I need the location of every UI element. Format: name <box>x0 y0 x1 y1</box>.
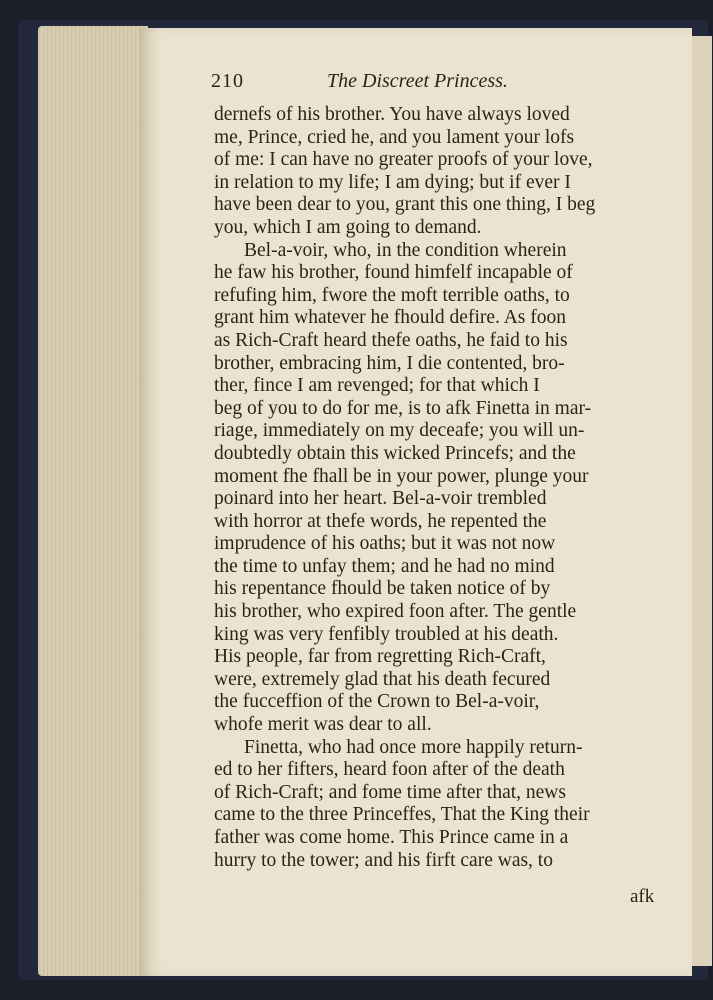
text-line: poinard into her heart. Bel-a-voir trembled <box>214 488 547 510</box>
text-line: Finetta, who had once more happily return- <box>244 736 583 758</box>
running-header <box>211 70 661 100</box>
text-line: the fucceffion of the Crown to Bel-a-voir, <box>214 691 540 713</box>
page-edges <box>38 26 148 976</box>
facing-page-edge <box>692 36 712 966</box>
text-line: moment fhe fhall be in your power, plunge your <box>214 465 589 487</box>
text-line: beg of you to do for me, is to afk Finetta in mar- <box>214 397 592 419</box>
text-line: His people, far from regretting Rich-Craft, <box>214 646 546 668</box>
text-line: of me: I can have no greater proofs of your love, <box>214 149 593 171</box>
text-line: father was come home. This Prince came in a <box>214 827 569 848</box>
text-line: ther, fince I am revenged; for that which I <box>214 375 540 397</box>
text-line: the time to unfay them; and he had no mind <box>214 555 555 577</box>
text-line: riage, immediately on my deceafe; you will un- <box>214 420 585 442</box>
text-line: in relation to my life; I am dying; but if ever I <box>214 171 571 193</box>
text-line: his brother, who expired foon after. The gentle <box>214 601 577 623</box>
text-line: whofe merit was dear to all. <box>214 714 432 736</box>
text-line: brother, embracing him, I die contented, bro- <box>214 352 565 374</box>
text-line: hurry to the tower; and his firft care was, to <box>214 849 553 871</box>
text-line: of Rich-Craft; and fome time after that, news <box>214 781 566 803</box>
text-line: have been dear to you, grant this one thing, I beg <box>214 194 596 216</box>
text-line: with horror at thefe words, he repented the <box>214 510 547 532</box>
text-line: he faw his brother, found himfelf incapable of <box>214 262 573 284</box>
text-line: dernefs of his brother. You have always loved <box>214 104 570 125</box>
body-text <box>214 104 660 872</box>
text-line: his repentance fhould be taken notice of by <box>214 578 551 600</box>
text-line: imprudence of his oaths; but it was not now <box>214 533 556 555</box>
text-line: came to the three Princeffes, That the King their <box>214 804 590 826</box>
text-line: refufing him, fwore the moft terrible oaths, to <box>214 284 570 306</box>
text-line: as Rich-Craft heard thefe oaths, he faid to his <box>214 329 568 351</box>
catchword: afk <box>630 886 655 907</box>
text-line: ed to her fifters, heard foon after of the death <box>214 759 565 781</box>
running-title: The Discreet Princess. <box>327 70 508 92</box>
text-line: were, extremely glad that his death fecured <box>214 668 551 690</box>
text-line: doubtedly obtain this wicked Princefs; and the <box>214 442 576 464</box>
text-line: you, which I am going to demand. <box>214 216 482 238</box>
text-line: king was very fenfibly troubled at his death. <box>214 623 559 645</box>
text-line: me, Prince, cried he, and you lament your lofs <box>214 126 575 148</box>
page-number: 210 <box>211 70 244 92</box>
text-line: grant him whatever he fhould defire. As foon <box>214 307 566 329</box>
text-line: Bel-a-voir, who, in the condition wherein <box>244 239 567 261</box>
